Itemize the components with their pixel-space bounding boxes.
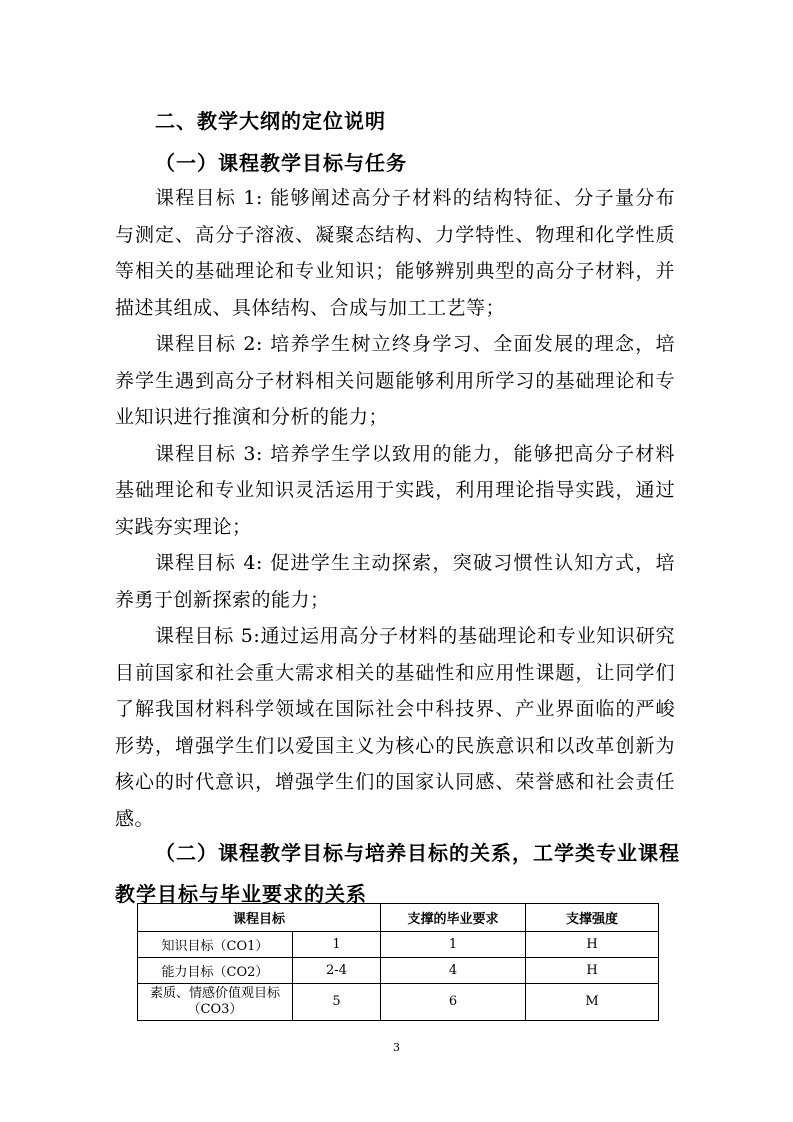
requirement-cell: 4 [381, 958, 526, 984]
subsection-heading-2: （二）课程教学目标与培养目标的关系，工学类专业课程教学目标与毕业要求的关系 [115, 841, 680, 906]
objectives-requirements-table [137, 903, 659, 1021]
objective-number-cell: 1 [293, 932, 381, 958]
objective-name-cell: 知识目标（CO1） [138, 932, 293, 958]
table-row [138, 984, 659, 1021]
objective-name-cell: 能力目标（CO2） [138, 958, 293, 984]
header-course-objective: 课程目标 [138, 904, 381, 932]
objective-paragraph-1: 课程目标 1: 能够阐述高分子材料的结构特征、分子量分布与测定、高分子溶液、凝聚态结构、力学特性、物理和化学性质等相关的基础理论和专业知识；能够辨别典型的高分子材料，并描述其组成、具体结构、合成与加工工艺等； [115, 187, 675, 319]
objectives-body [115, 180, 675, 837]
objective-paragraph-5: 课程目标 5:通过运用高分子材料的基础理论和专业知识研究目前国家和社会重大需求相关的基础性和应用性课题，让同学们了解我国材料科学领域在国际社会中科技界、产业界面临的严峻形势，增强学生们以爱国主义为核心的民族意识和以改革创新为核心的时代意识，增强学生们的国家认同感、荣誉感和社会责任感。 [115, 625, 675, 830]
objective-paragraph-2: 课程目标 2: 培养学生树立终身学习、全面发展的理念，培养学生遇到高分子材料相关问题能够利用所学习的基础理论和专业知识进行推演和分析的能力； [115, 333, 675, 428]
header-graduation-requirement: 支撑的毕业要求 [381, 904, 526, 932]
table-header-row [138, 904, 659, 932]
page-number: 3 [393, 1041, 400, 1054]
strength-cell: H [526, 958, 659, 984]
requirement-cell: 1 [381, 932, 526, 958]
objective-number-cell: 2-4 [293, 958, 381, 984]
strength-cell: M [526, 984, 659, 1021]
objective-name-cell: 素质、情感价值观目标（CO3） [138, 984, 293, 1021]
objective-paragraph-3: 课程目标 3: 培养学生学以致用的能力，能够把高分子材料基础理论和专业知识灵活运用于实践，利用理论指导实践，通过实践夯实理论； [115, 442, 675, 538]
table-row [138, 932, 659, 958]
objective-number-cell: 5 [293, 984, 381, 1021]
section-heading: 二、教学大纲的定位说明 [155, 109, 386, 133]
objective-paragraph-4: 课程目标 4: 促进学生主动探索，突破习惯性认知方式，培养勇于创新探索的能力； [115, 552, 675, 611]
strength-cell: H [526, 932, 659, 958]
header-support-strength: 支撑强度 [526, 904, 659, 932]
table-row [138, 958, 659, 984]
requirement-cell: 6 [381, 984, 526, 1021]
subsection-heading-1: （一）课程教学目标与任务 [155, 151, 407, 175]
